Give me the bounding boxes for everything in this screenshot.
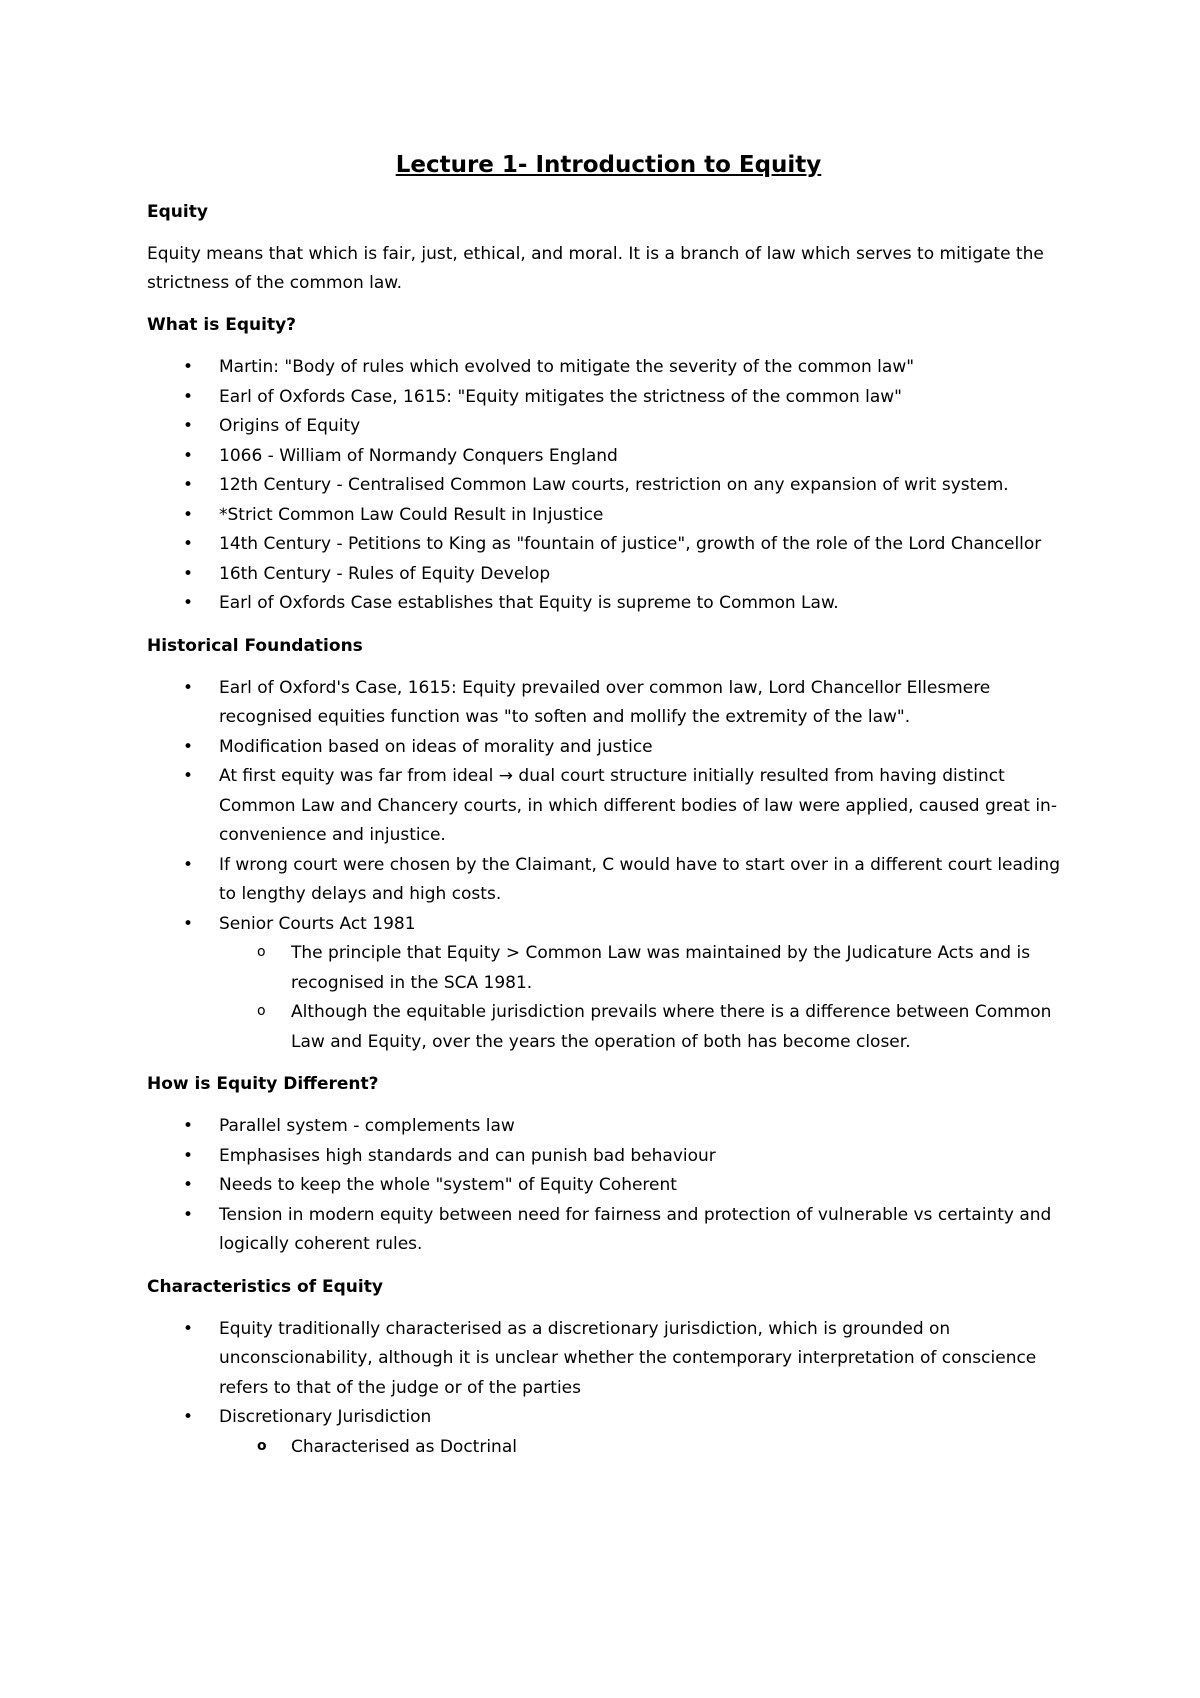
list-item: • Earl of Oxfords Case establishes that Equity is supreme to Common Law. bbox=[219, 589, 1070, 619]
sub-list-item: o Characterised as Doctrinal bbox=[291, 1433, 1070, 1463]
list-item: • Earl of Oxford's Case, 1615: Equity prevailed over common law, Lord Chancellor Ellesmere recognised equities function was "to soften and mollify the extremity of the law". bbox=[219, 674, 1070, 733]
list-item: • Needs to keep the whole "system" of Equity Coherent bbox=[219, 1171, 1070, 1201]
list-item: • Tension in modern equity between need for fairness and protection of vulnerable vs certainty and logically coherent rules. bbox=[219, 1201, 1070, 1260]
list-item-text: Senior Courts Act 1981 bbox=[219, 913, 416, 934]
historical-foundations-list bbox=[147, 674, 1070, 1058]
characteristics-list bbox=[147, 1315, 1070, 1463]
list-item: • Earl of Oxfords Case, 1615: "Equity mitigates the strictness of the common law" bbox=[219, 383, 1070, 413]
list-item: • Origins of Equity bbox=[219, 412, 1070, 442]
how-different-list bbox=[147, 1112, 1070, 1260]
list-item: • 1066 - William of Normandy Conquers England bbox=[219, 442, 1070, 472]
list-item: • Emphasises high standards and can punish bad behaviour bbox=[219, 1142, 1070, 1172]
sub-list-item: o The principle that Equity > Common Law was maintained by the Judicature Acts and is recognised in the SCA 1981. bbox=[291, 939, 1070, 998]
section-heading-equity: Equity bbox=[147, 202, 208, 222]
section-heading-how-different: How is Equity Different? bbox=[147, 1074, 379, 1094]
section-heading-historical-foundations: Historical Foundations bbox=[147, 635, 363, 656]
characteristics-sub-list bbox=[219, 1433, 1070, 1463]
historical-sub-list bbox=[219, 939, 1070, 1057]
section-heading-what-is-equity: What is Equity? bbox=[147, 315, 297, 335]
list-item bbox=[219, 910, 1070, 1058]
list-item: • Martin: "Body of rules which evolved to mitigate the severity of the common law" bbox=[219, 353, 1070, 383]
section-heading-characteristics: Characteristics of Equity bbox=[147, 1276, 383, 1297]
list-item: • Equity traditionally characterised as a discretionary jurisdiction, which is grounded on unconscionability, although it is unclear whether the contemporary interpretation of conscience refers to that of the judge or of the parties bbox=[219, 1315, 1070, 1404]
list-item: • Modification based on ideas of morality and justice bbox=[219, 733, 1070, 763]
list-item bbox=[219, 1403, 1070, 1462]
list-item: • *Strict Common Law Could Result in Injustice bbox=[219, 501, 1070, 531]
list-item: • 14th Century - Petitions to King as "fountain of justice", growth of the role of the Lord Chancellor bbox=[219, 530, 1070, 560]
page-title: Lecture 1- Introduction to Equity bbox=[395, 152, 822, 178]
list-item-text: Discretionary Jurisdiction bbox=[219, 1407, 432, 1427]
list-item: • Parallel system - complements law bbox=[219, 1112, 1070, 1142]
list-item: • If wrong court were chosen by the Claimant, C would have to start over in a different court leading to lengthy delays and high costs. bbox=[219, 851, 1070, 910]
list-item: • 16th Century - Rules of Equity Develop bbox=[219, 560, 1070, 590]
equity-definition-paragraph: Equity means that which is fair, just, ethical, and moral. It is a branch of law which serves to mitigate the strictness of the common law. bbox=[147, 244, 1044, 293]
list-item: • 12th Century - Centralised Common Law courts, restriction on any expansion of writ system. bbox=[219, 471, 1070, 501]
sub-list-item: o Although the equitable jurisdiction prevails where there is a difference between Common Law and Equity, over the years the operation of both has become closer. bbox=[291, 998, 1070, 1057]
list-item: • At first equity was far from ideal → dual court structure initially resulted from having distinct Common Law and Chancery courts, in which different bodies of law were applied, caused great in-convenience and injustice. bbox=[219, 762, 1070, 851]
what-is-equity-list bbox=[147, 353, 1070, 619]
